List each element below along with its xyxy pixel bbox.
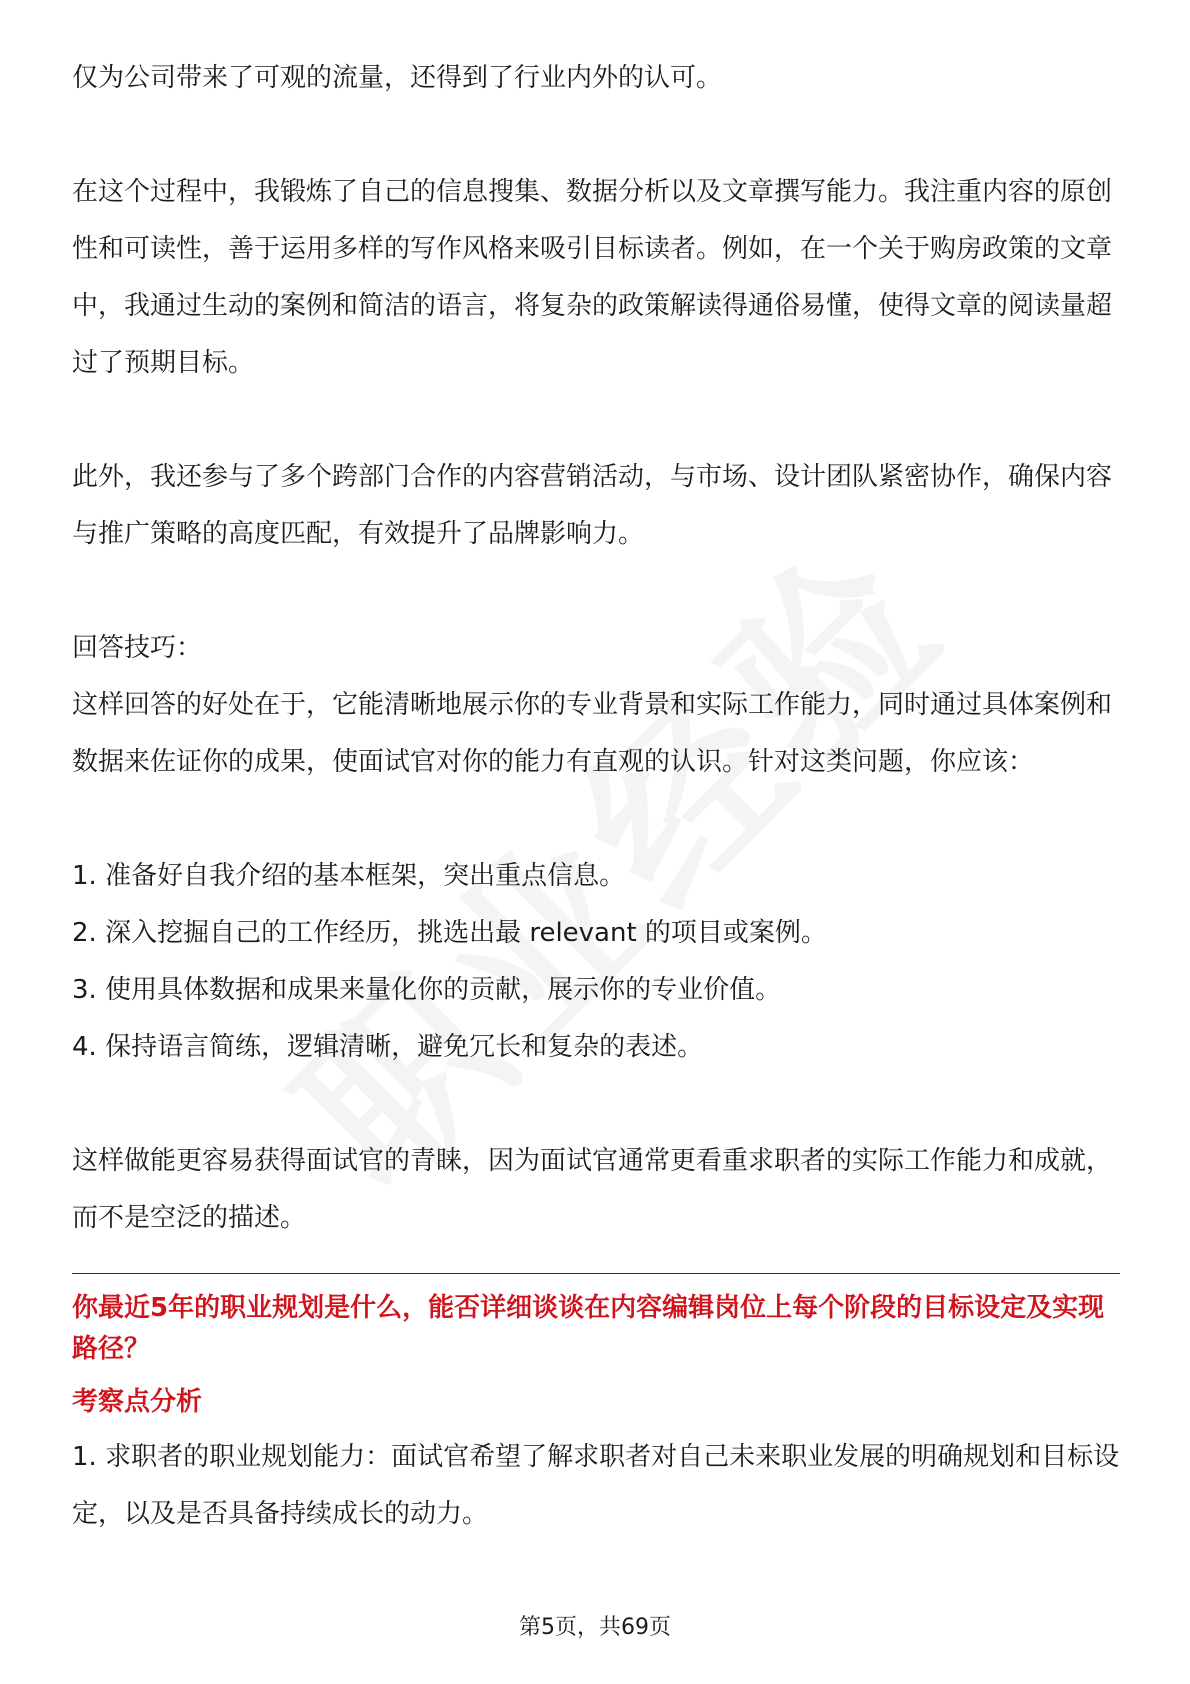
analysis-item: 1. 求职者的职业规划能力：面试官希望了解求职者对自己未来职业发展的明确规划和目标设定，以及是否具备持续成长的动力。 bbox=[72, 1442, 1120, 1529]
tips-label: 回答技巧： bbox=[72, 633, 203, 663]
spacer bbox=[72, 563, 1120, 620]
section-divider bbox=[72, 1273, 1120, 1274]
page-content bbox=[72, 50, 1120, 1543]
tips-intro: 这样回答的好处在于，它能清晰地展示你的专业背景和实际工作能力，同时通过具体案例和数据来佐证你的成果，使面试官对你的能力有直观的认识。针对这类问题，你应该： bbox=[72, 690, 1113, 777]
paragraph-skills: 在这个过程中，我锻炼了自己的信息搜集、数据分析以及文章撰写能力。我注重内容的原创性和可读性，善于运用多样的写作风格来吸引目标读者。例如，在一个关于购房政策的文章中，我通过生动的案例和简洁的语言，将复杂的政策解读得通俗易懂，使得文章的阅读量超过了预期目标。 bbox=[72, 177, 1113, 378]
paragraph-collaboration: 此外，我还参与了多个跨部门合作的内容营销活动，与市场、设计团队紧密协作，确保内容与推广策略的高度匹配，有效提升了品牌影响力。 bbox=[72, 462, 1113, 549]
paragraph-conclusion: 这样做能更容易获得面试官的青睐，因为面试官通常更看重求职者的实际工作能力和成就，而不是空泛的描述。 bbox=[72, 1146, 1113, 1233]
list-item: 4. 保持语言简练，逻辑清晰，避免冗长和复杂的表述。 bbox=[72, 1032, 704, 1062]
spacer bbox=[72, 392, 1120, 449]
page-number: 第5页，共69页 bbox=[519, 1615, 671, 1640]
tips-list bbox=[72, 848, 1120, 1076]
analysis-heading: 考察点分析 bbox=[72, 1387, 203, 1417]
interview-question: 你最近5年的职业规划是什么，能否详细谈谈在内容编辑岗位上每个阶段的目标设定及实现路径？ bbox=[72, 1293, 1105, 1364]
list-item: 3. 使用具体数据和成果来量化你的贡献，展示你的专业价值。 bbox=[72, 975, 782, 1005]
spacer bbox=[72, 791, 1120, 848]
spacer bbox=[72, 1076, 1120, 1133]
list-item: 1. 准备好自我介绍的基本框架，突出重点信息。 bbox=[72, 861, 626, 891]
spacer bbox=[72, 107, 1120, 164]
paragraph-continuation: 仅为公司带来了可观的流量，还得到了行业内外的认可。 bbox=[72, 63, 723, 93]
list-item: 2. 深入挖掘自己的工作经历，挑选出最 relevant 的项目或案例。 bbox=[72, 918, 827, 948]
